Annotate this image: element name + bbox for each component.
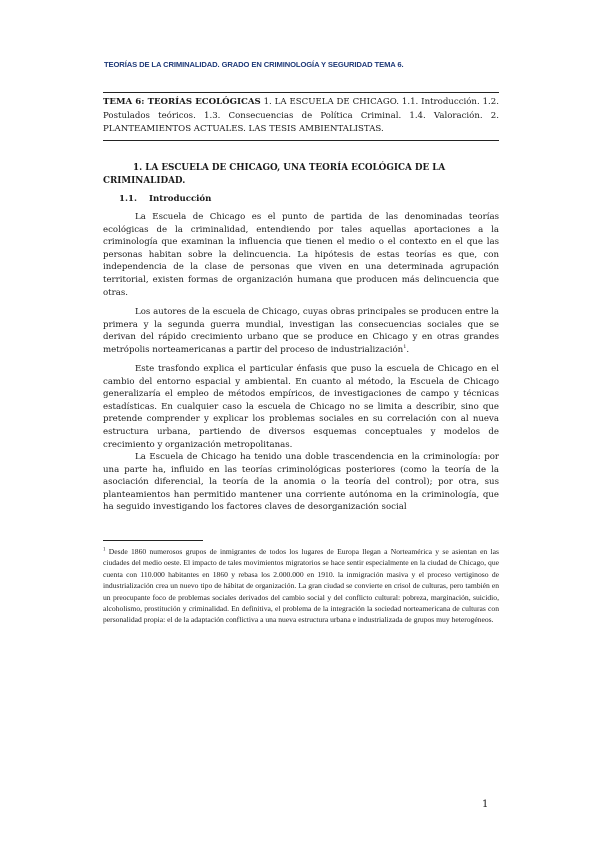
paragraph-1 — [103, 211, 499, 306]
footnote-reference[interactable]: 1 — [403, 343, 407, 350]
paragraph-2 — [103, 306, 499, 363]
page-number: 1 — [482, 799, 489, 810]
section-heading — [103, 162, 499, 188]
topic-outline: 1. LA ESCUELA DE CHICAGO. 1.1. Introducción. 1.2. Postulados teóricos. 1.3. Consecuencias de Política Criminal. 1.4. Valoración. 2. PLANTEAMIENTOS ACTUALES. LAS TESIS AMBIENTALISTAS. — [103, 97, 499, 135]
footnote-text: Desde 1860 numerosos grupos de inmigrantes de todos los lugares de Europa llegan a Norteamérica y se asientan en las ciudades del medio oeste. El impacto de tales movimientos migratorios se hace sentir especialmente en la ciudad de Chicago, que cuenta con 110.000 habitantes en 1860 y rebasa los 2.000.000 en 1910. la inmigración masiva y el proceso vertiginoso de industrialización crea un nuevo tipo de hábitat de organización. La gran ciudad se convierte en crisol de culturas, pero también en un preocupante foco de problemas sociales derivados del cambio social y del conflicto cultural: pobreza, marginación, suicidio, alcoholismo, prostitución y criminalidad. En definitiva, el problema de la integración la sociedad norteamericana de culturas con personalidad propia: el de la adaptación conflictiva a una nueva estructura urbana e industrializada de grupos muy heterogéneos. — [103, 547, 499, 625]
footnote-divider — [103, 540, 203, 541]
paragraph-2-body: Los autores de la escuela de Chicago, cuyas obras principales se producen entre la primera y la segunda guerra mundial, investigan las consecuencias sociales que se derivan del rápido crecimiento urbano que se produce en Chicago y en otras grandes metrópolis norteamericanas a partir del proceso de industrialización — [103, 307, 499, 355]
topic-title: TEMA 6: TEORÍAS ECOLÓGICAS — [103, 97, 261, 107]
footnote-mark: 1 — [103, 547, 106, 553]
paragraph-1-text: La Escuela de Chicago es el punto de partida de las denominadas teorías ecológicas de la criminalidad, entendiendo por tales aquellas aportaciones a la criminología que examinan la influencia que tienen el medio o el contexto en el que las personas habitan sobre la delincuencia. La hipótesis de estas teorías es que, con independencia de la clase de personas que viven en una determinada agrupación territorial, existen formas de organización humana que producen más delincuencia que otras. — [103, 212, 499, 298]
paragraph-2-text — [103, 306, 499, 356]
paragraph-4 — [103, 451, 499, 521]
paragraph-3-text: Este trasfondo explica el particular énfasis que puso la escuela de Chicago en el cambio del entorno espacial y ambiental. En cuanto al método, la Escuela de Chicago generalizaría el empleo de métodos empíricos, de investigaciones de campo y técnicas estadísticas. En cualquier caso la escuela de Chicago no se limita a describir, sino que pretende comprender y explicar los problemas sociales en su correlación con al nueva estructura urbana, partiendo de diversos esquemas conceptuales y modelos de crecimiento y organización metropolitanas. — [103, 364, 499, 450]
subsection-title: Introducción — [148, 194, 212, 204]
section-title: LA ESCUELA DE CHICAGO, UNA TEORÍA ECOLÓGICA DE LA CRIMINALIDAD. — [103, 163, 446, 186]
subsection-heading — [119, 194, 211, 204]
topic-summary — [103, 92, 499, 141]
running-header: TEORÍAS DE LA CRIMINALIDAD. GRADO EN CRIMINOLOGÍA Y SEGURIDAD TEMA 6. — [104, 60, 404, 69]
footnote — [103, 546, 499, 626]
paragraph-4-text: La Escuela de Chicago ha tenido una doble trascendencia en la criminología: por una parte ha, influido en las teorías criminológicas posteriores (como la teoría de la asociación diferencial, la teoría de la anomia o la teoría del control); por otra, sus planteamientos han permitido mantener una corriente autónoma en la criminología, que ha seguido investigando los factores claves de desorganización social — [103, 452, 499, 513]
section-number: 1. — [133, 163, 143, 173]
paragraph-2-end: . — [406, 344, 410, 355]
paragraph-3 — [103, 363, 499, 458]
subsection-number: 1.1. — [119, 194, 137, 204]
